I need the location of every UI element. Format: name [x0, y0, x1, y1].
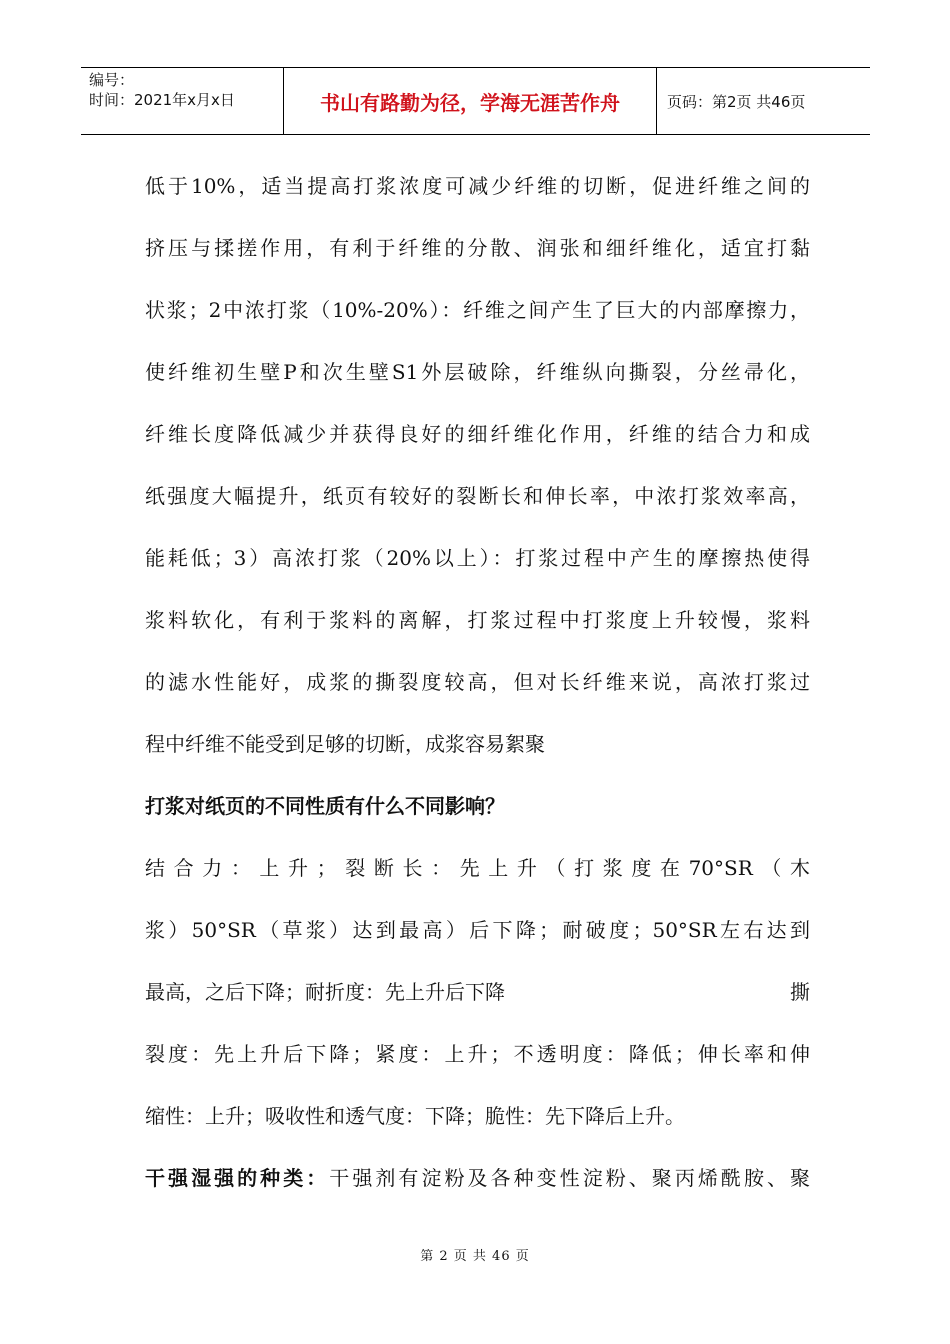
- strength-agents-line: [145, 1147, 810, 1209]
- body-line: 程中纤维不能受到足够的切断，成浆容易絮聚: [145, 732, 545, 756]
- body-line: 状浆；2中浓打浆（10%-20%）：纤维之间产生了巨大的内部摩擦力，: [145, 298, 810, 322]
- section-heading: 打浆对纸页的不同性质有什么不同影响？: [145, 794, 505, 818]
- strength-agents-label: 干强湿强的种类：: [145, 1166, 330, 1190]
- body-line: 能耗低；3）高浓打浆（20%以上）：打浆过程中产生的摩擦热使得: [145, 546, 810, 570]
- strength-agents-text: 干强剂有淀粉及各种变性淀粉、聚丙烯酰胺、聚: [329, 1166, 811, 1190]
- page-header: [81, 67, 870, 135]
- body-line: 挤压与揉搓作用，有利于纤维的分散、润张和细纤维化，适宜打黏: [145, 236, 810, 260]
- header-motto: 书山有路勤为径，学海无涯苦作舟: [284, 68, 657, 134]
- effect-line-left: 最高，之后下降；耐折度：先上升后下降: [145, 980, 505, 1004]
- body-line: 浆料软化，有利于浆料的离解，打浆过程中打浆度上升较慢，浆料: [145, 608, 810, 632]
- effect-line-right: 撕: [790, 980, 810, 1004]
- body-line: 低于10%，适当提高打浆浓度可减少纤维的切断，促进纤维之间的: [145, 174, 810, 198]
- body-line: 的滤水性能好，成浆的撕裂度较高，但对长纤维来说，高浓打浆过: [145, 670, 810, 694]
- date-label: 时间：2021年x月x日: [89, 91, 235, 109]
- effect-line-split: [145, 961, 810, 1023]
- effect-line: 浆）50°SR（草浆）达到最高）后下降；耐破度；50°SR左右达到: [145, 918, 810, 942]
- page-footer: 第 2 页 共 46 页: [420, 1249, 530, 1264]
- document-body: [145, 155, 810, 1209]
- number-label: 编号：: [89, 71, 135, 89]
- header-page-info: 页码：第2页 共46页: [667, 92, 806, 111]
- effect-line: 结合力：上升；裂断长：先上升（打浆度在70°SR（木: [145, 856, 810, 880]
- body-line: 纸强度大幅提升，纸页有较好的裂断长和伸长率，中浓打浆效率高，: [145, 484, 810, 508]
- header-meta-cell: [81, 68, 284, 134]
- effect-line: 缩性：上升；吸收性和透气度：下降；脆性：先下降后上升。: [145, 1104, 685, 1128]
- body-line: 使纤维初生壁P和次生壁S1外层破除，纤维纵向撕裂，分丝帚化，: [145, 360, 810, 384]
- body-line: 纤维长度降低减少并获得良好的细纤维化作用，纤维的结合力和成: [145, 422, 810, 446]
- effect-line: 裂度：先上升后下降；紧度：上升；不透明度：降低；伸长率和伸: [145, 1042, 810, 1066]
